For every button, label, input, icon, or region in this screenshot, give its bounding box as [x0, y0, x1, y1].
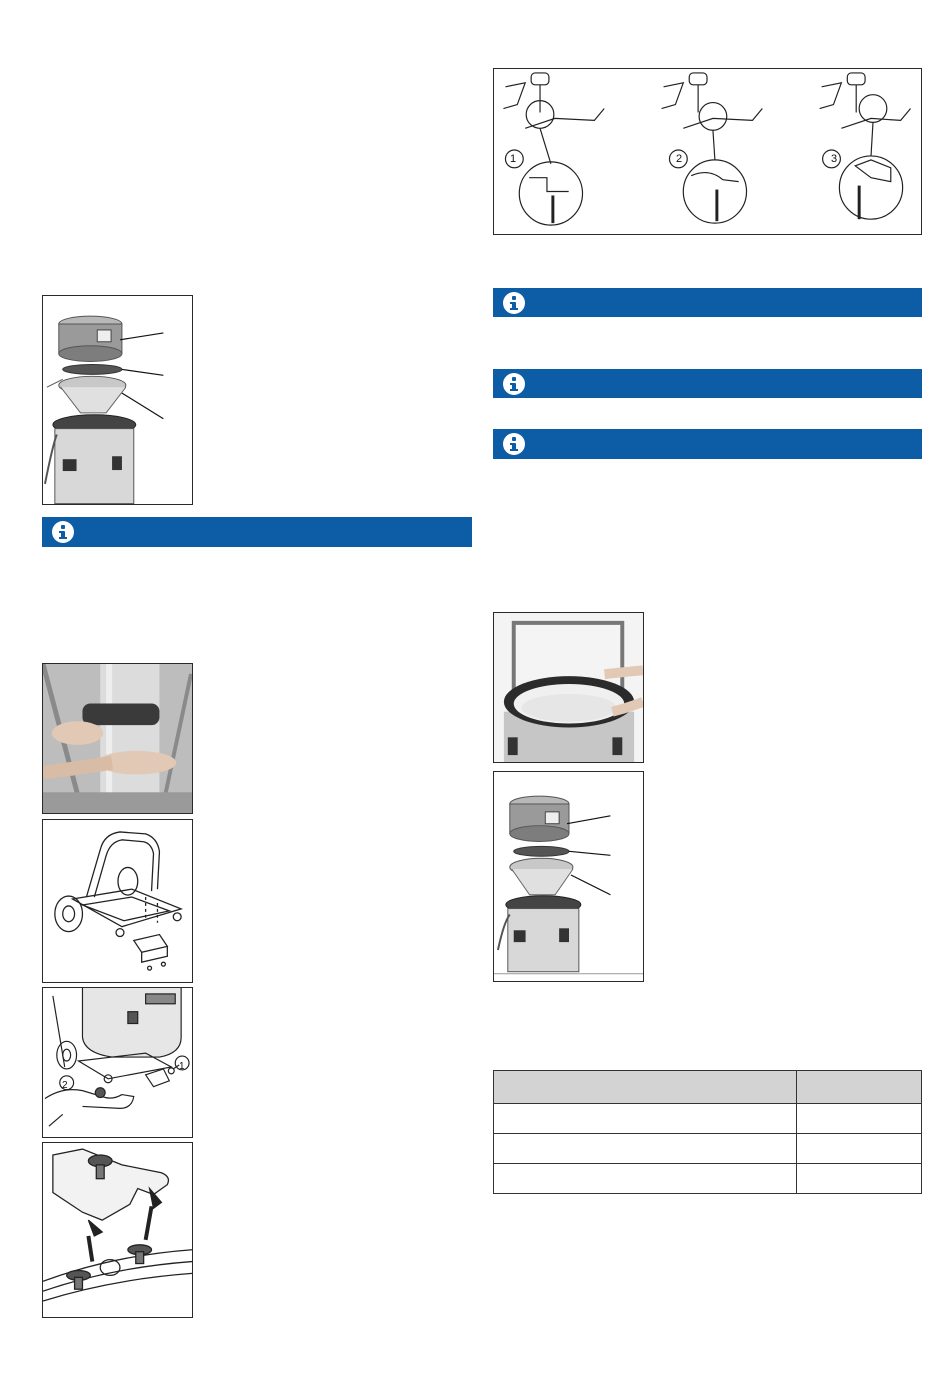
- table-header-row: [494, 1071, 922, 1104]
- table-cell: [494, 1104, 797, 1134]
- info-icon: [503, 373, 525, 395]
- spec-table: [493, 1070, 922, 1194]
- trolley-frame-icon: [43, 820, 192, 982]
- figure-trolley-frame: [42, 819, 193, 983]
- table-header-cell: [494, 1071, 797, 1104]
- info-bar: [493, 369, 922, 398]
- figure-exploded-view-left: [42, 295, 193, 505]
- table-cell: [494, 1134, 797, 1164]
- info-bar: [493, 429, 922, 459]
- info-icon: [503, 292, 525, 314]
- figure-bracket-mount: [42, 987, 193, 1138]
- figure-exploded-view-right: [493, 771, 644, 982]
- callout-label: 1: [179, 1061, 185, 1072]
- figure-lock-steps: [493, 68, 922, 235]
- figure-handle-photo: [42, 663, 193, 814]
- table-row: [494, 1164, 922, 1194]
- filter-ring-photo-icon: [494, 613, 643, 762]
- vacuum-exploded-view-icon: [494, 772, 643, 981]
- step-number-label: 1: [510, 153, 517, 165]
- table-cell: [494, 1164, 797, 1194]
- info-icon: [503, 433, 525, 455]
- info-bar: [493, 288, 922, 317]
- lock-steps-icon: [494, 69, 921, 234]
- bracket-detail-icon: [43, 1143, 192, 1317]
- info-bar: [42, 517, 472, 547]
- table-cell: [797, 1164, 922, 1194]
- bracket-mount-icon: [43, 988, 192, 1137]
- table-header-cell: [797, 1071, 922, 1104]
- vacuum-exploded-view-icon: [43, 296, 192, 504]
- handle-photo-icon: [43, 664, 192, 813]
- table-row: [494, 1134, 922, 1164]
- info-icon: [52, 521, 74, 543]
- figure-bracket-detail: [42, 1142, 193, 1318]
- table-cell: [797, 1104, 922, 1134]
- step-number-label: 3: [831, 153, 838, 165]
- callout-label: 2: [62, 1080, 68, 1091]
- step-number-label: 2: [676, 153, 683, 165]
- figure-filter-ring-photo: [493, 612, 644, 763]
- table-cell: [797, 1134, 922, 1164]
- table-row: [494, 1104, 922, 1134]
